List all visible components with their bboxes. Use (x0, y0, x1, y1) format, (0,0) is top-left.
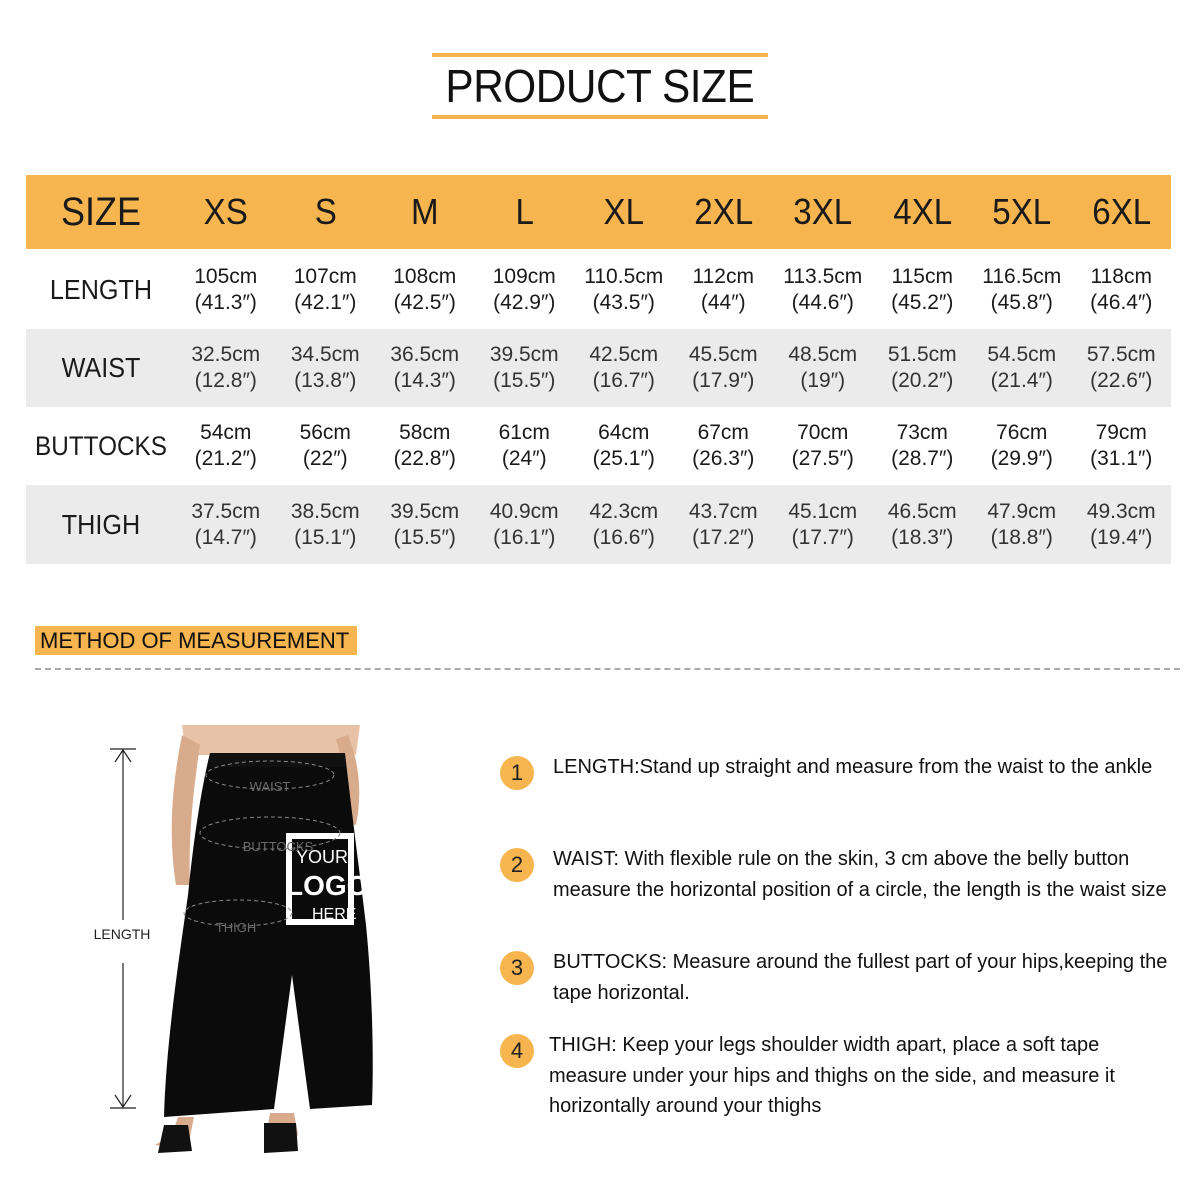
table-cell (1072, 264, 1172, 316)
step-text: WAIST: With flexible rule on the skin, 3 cm above the belly button measure the horizontal position of a circle, the length is the waist size (553, 848, 1167, 901)
cell-cm-value: 39.5cm (489, 343, 559, 366)
left-shoe (158, 1125, 192, 1153)
cell-cm-value: 45.1cm (788, 499, 858, 523)
table-cell (574, 342, 674, 394)
table-header-row (26, 175, 1171, 249)
cell-cm-value: 56cm (299, 421, 351, 444)
table-cell (375, 264, 475, 316)
table-cell (674, 342, 774, 394)
step-number-badge: 2 (500, 848, 534, 882)
cell-inch-value: (44″) (700, 291, 746, 314)
cell-cm-value: 110.5cm (584, 265, 664, 288)
cell-inch-value: (22.8″) (393, 447, 456, 470)
logo-line-1: YOUR (296, 847, 349, 867)
step-text: BUTTOCKS: Measure around the fullest part of your hips,keeping the tape horizontal. (553, 951, 1168, 1004)
cell-cm-value: 61cm (498, 421, 550, 444)
cell-cm-value: 118cm (1090, 265, 1152, 288)
cell-cm-value: 58cm (399, 421, 451, 444)
garment-illustration (60, 725, 400, 1170)
cell-cm-value: 64cm (598, 421, 650, 444)
table-cell (873, 499, 973, 551)
cell-inch-value: (22″) (302, 447, 348, 470)
cell-inch-value: (15.1″) (294, 525, 357, 549)
table-cell (276, 499, 376, 551)
cell-inch-value: (19″) (800, 369, 846, 392)
size-header-cell: XL (603, 191, 645, 232)
cell-cm-value: 113.5cm (783, 265, 863, 288)
cell-inch-value: (21.4″) (990, 369, 1053, 392)
table-cell (375, 499, 475, 551)
cell-cm-value: 39.5cm (390, 499, 460, 523)
cell-cm-value: 34.5cm (290, 343, 360, 366)
table-cell (574, 264, 674, 316)
table-cell (475, 342, 575, 394)
title-banner (432, 53, 768, 119)
table-row-buttocks (26, 407, 1171, 485)
cell-cm-value: 112cm (692, 265, 754, 288)
step-text: LENGTH:Stand up straight and measure from the waist to the ankle (553, 756, 1153, 778)
table-cell (674, 420, 774, 472)
cell-cm-value: 67cm (697, 421, 749, 444)
right-shoe (264, 1123, 298, 1153)
torso-skin (182, 725, 360, 755)
table-cell (972, 499, 1072, 551)
cell-cm-value: 54cm (200, 421, 252, 444)
step-number-badge: 3 (500, 951, 534, 985)
step-number-badge: 4 (500, 1034, 534, 1068)
table-cell (773, 499, 873, 551)
step-text: THIGH: Keep your legs shoulder width apart, place a soft tape measure under your hips and thighs on the side, and measure it horizontally around your thighs (549, 1034, 1115, 1117)
table-row-thigh (26, 485, 1171, 564)
page-title: PRODUCT SIZE (445, 60, 755, 112)
cell-cm-value: 40.9cm (489, 499, 559, 523)
cell-inch-value: (18.8″) (990, 525, 1053, 549)
cell-inch-value: (31.1″) (1090, 447, 1153, 470)
table-cell (176, 264, 276, 316)
cell-inch-value: (16.6″) (592, 525, 655, 549)
table-cell (674, 264, 774, 316)
cell-cm-value: 32.5cm (191, 343, 261, 366)
waist-guide-label: WAIST (249, 779, 291, 794)
cell-cm-value: 49.3cm (1086, 499, 1156, 523)
trousers-figure (60, 725, 400, 1170)
cell-inch-value: (16.7″) (592, 369, 655, 392)
cell-inch-value: (42.9″) (493, 291, 556, 314)
method-heading: METHOD OF MEASUREMENT (35, 626, 357, 655)
cell-cm-value: 37.5cm (191, 499, 261, 523)
cell-cm-value: 79cm (1095, 421, 1147, 444)
step-buttocks (500, 947, 1173, 1008)
cell-cm-value: 42.3cm (589, 499, 659, 523)
table-cell (176, 420, 276, 472)
cell-inch-value: (17.9″) (692, 369, 755, 392)
cell-cm-value: 38.5cm (290, 499, 360, 523)
table-cell (873, 342, 973, 394)
cell-inch-value: (24″) (501, 447, 547, 470)
table-cell (972, 420, 1072, 472)
step-number-badge: 1 (500, 756, 534, 790)
size-header-cell: L (515, 191, 534, 232)
cell-inch-value: (19.4″) (1090, 525, 1153, 549)
cell-inch-value: (18.3″) (891, 525, 954, 549)
logo-line-3: HERE (312, 906, 357, 923)
cell-inch-value: (14.3″) (393, 369, 456, 392)
cell-cm-value: 45.5cm (688, 343, 758, 366)
cell-inch-value: (12.8″) (194, 369, 257, 392)
cell-inch-value: (17.7″) (791, 525, 854, 549)
table-row-length (26, 251, 1171, 329)
table-cell (773, 342, 873, 394)
cell-inch-value: (15.5″) (493, 369, 556, 392)
table-cell (176, 342, 276, 394)
table-cell (1072, 342, 1172, 394)
size-header-cell: 6XL (1091, 191, 1151, 232)
cell-cm-value: 42.5cm (589, 343, 659, 366)
row-label: THIGH (61, 508, 141, 540)
table-cell (475, 499, 575, 551)
size-header-cell: XS (203, 191, 248, 232)
step-waist (500, 844, 1173, 905)
cell-inch-value: (42.5″) (393, 291, 456, 314)
size-header-cell: 5XL (992, 191, 1052, 232)
cell-inch-value: (42.1″) (294, 291, 357, 314)
table-cell (574, 499, 674, 551)
cell-cm-value: 115cm (891, 265, 953, 288)
table-cell (176, 499, 276, 551)
cell-cm-value: 57.5cm (1086, 343, 1156, 366)
cell-cm-value: 46.5cm (887, 499, 957, 523)
step-length (500, 752, 1173, 790)
table-cell (276, 420, 376, 472)
table-cell (375, 342, 475, 394)
cell-cm-value: 73cm (896, 421, 948, 444)
cell-inch-value: (41.3″) (194, 291, 257, 314)
table-cell (972, 342, 1072, 394)
size-header-cell: 2XL (693, 191, 753, 232)
cell-inch-value: (44.6″) (791, 291, 854, 314)
cell-inch-value: (45.8″) (990, 291, 1053, 314)
cell-cm-value: 76cm (996, 421, 1048, 444)
table-cell (873, 264, 973, 316)
size-header-cell: 3XL (793, 191, 853, 232)
cell-cm-value: 108cm (393, 265, 457, 288)
step-thigh (500, 1030, 1169, 1122)
cell-cm-value: 51.5cm (887, 343, 957, 366)
table-cell (574, 420, 674, 472)
cell-cm-value: 36.5cm (390, 343, 460, 366)
cell-inch-value: (25.1″) (592, 447, 655, 470)
table-cell (674, 499, 774, 551)
row-label: LENGTH (49, 274, 153, 305)
waistband (210, 753, 345, 767)
size-header-label: SIZE (60, 189, 142, 234)
cell-cm-value: 116.5cm (982, 265, 1062, 288)
cell-cm-value: 70cm (797, 421, 849, 444)
cell-cm-value: 47.9cm (987, 499, 1057, 523)
length-guide-label: LENGTH (93, 926, 151, 942)
table-cell (475, 264, 575, 316)
size-header-cell: M (410, 191, 439, 232)
cell-cm-value: 107cm (293, 265, 357, 288)
size-table (26, 175, 1171, 564)
table-cell (375, 420, 475, 472)
table-cell (773, 420, 873, 472)
cell-inch-value: (46.4″) (1090, 291, 1153, 314)
cell-inch-value: (22.6″) (1090, 369, 1153, 392)
trousers-body (164, 753, 373, 1117)
row-label: BUTTOCKS (35, 430, 167, 461)
cell-inch-value: (26.3″) (692, 447, 755, 470)
size-header-cell: S (314, 191, 337, 232)
table-cell (475, 420, 575, 472)
cell-cm-value: 105cm (194, 265, 258, 288)
table-cell (972, 264, 1072, 316)
table-cell (873, 420, 973, 472)
table-cell (773, 264, 873, 316)
cell-inch-value: (28.7″) (891, 447, 954, 470)
size-header-cell: 4XL (892, 191, 952, 232)
row-label: WAIST (61, 352, 141, 383)
cell-inch-value: (43.5″) (592, 291, 655, 314)
table-cell (1072, 499, 1172, 551)
table-row-waist (26, 329, 1171, 407)
cell-inch-value: (27.5″) (791, 447, 854, 470)
section-divider (35, 668, 1180, 670)
cell-cm-value: 43.7cm (688, 499, 758, 523)
cell-inch-value: (15.5″) (393, 525, 456, 549)
thigh-guide-label: THIGH (215, 920, 257, 935)
cell-inch-value: (13.8″) (294, 369, 357, 392)
cell-inch-value: (14.7″) (194, 525, 257, 549)
table-cell (276, 264, 376, 316)
buttocks-guide-label: BUTTOCKS (242, 839, 314, 854)
cell-inch-value: (29.9″) (990, 447, 1053, 470)
cell-cm-value: 109cm (492, 265, 556, 288)
cell-inch-value: (21.2″) (194, 447, 257, 470)
cell-inch-value: (20.2″) (891, 369, 954, 392)
table-cell (1072, 420, 1172, 472)
table-cell (276, 342, 376, 394)
cell-inch-value: (17.2″) (692, 525, 755, 549)
cell-cm-value: 54.5cm (987, 343, 1057, 366)
logo-line-2: LOGO (286, 870, 369, 901)
cell-cm-value: 48.5cm (788, 343, 858, 366)
cell-inch-value: (45.2″) (891, 291, 954, 314)
cell-inch-value: (16.1″) (493, 525, 556, 549)
